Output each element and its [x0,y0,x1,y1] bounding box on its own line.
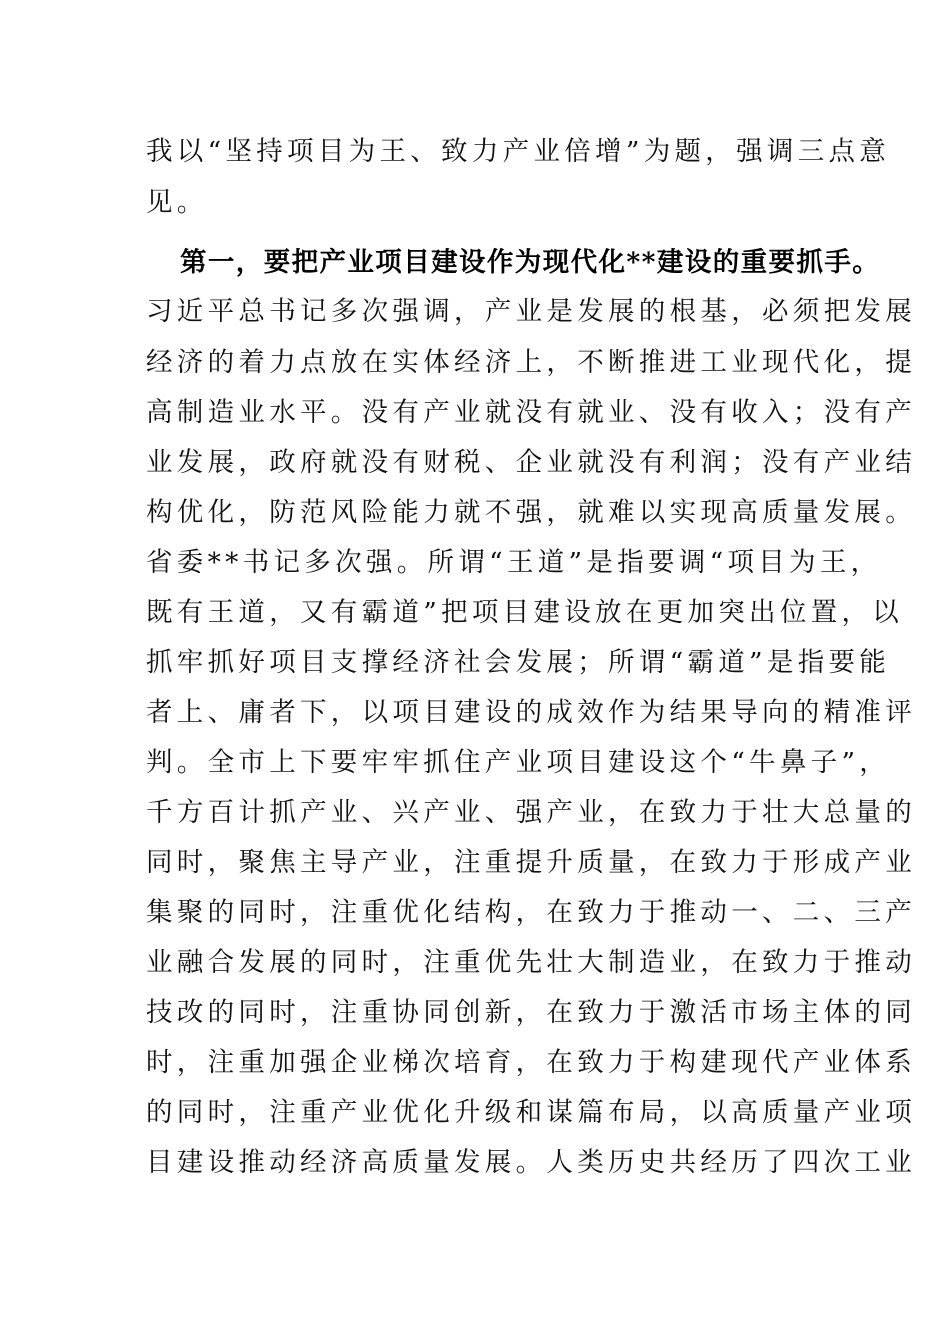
text-line: 习近平总书记多次强调，产业是发展的根基，必须把发展 [146,296,916,327]
text-line: 千方百计抓产业、兴产业、强产业，在致力于壮大总量的 [146,797,916,828]
text-line: 目建设推动经济高质量发展。人类历史共经历了四次工业 [146,1147,916,1178]
text-line: 业发展，政府就没有财税、企业就没有利润；没有产业结 [146,447,916,478]
text-line: 我以“坚持项目为王、致力产业倍增”为题，强调三点意 [146,136,891,167]
text-line: 技改的同时，注重协同创新，在致力于激活市场主体的同 [146,997,916,1028]
text-line: 者上、庸者下，以项目建设的成效作为结果导向的精准评 [146,697,916,728]
text-line: 判。全市上下要牢牢抓住产业项目建设这个“牛鼻子”， [146,747,891,778]
text-line: 业融合发展的同时，注重优先壮大制造业，在致力于推动 [146,947,916,978]
text-line: 经济的着力点放在实体经济上，不断推进工业现代化，提 [146,347,916,378]
text-line: 高制造业水平。没有产业就没有就业、没有收入；没有产 [146,397,916,428]
section-heading: 第一，要把产业项目建设作为现代化**建设的重要抓手。 [180,247,881,278]
text-line: 见。 [146,187,208,218]
text-line: 时，注重加强企业梯次培育，在致力于构建现代产业体系 [146,1047,916,1078]
text-line: 省委**书记多次强。所谓“王道”是指要调“项目为王， [146,547,882,578]
text-line: 同时，聚焦主导产业，注重提升质量，在致力于形成产业 [146,847,916,878]
text-line: 抓牢抓好项目支撑经济社会发展；所谓“霸道”是指要能 [146,647,891,678]
text-line: 既有王道，又有霸道”把项目建设放在更加突出位置，以 [146,597,904,628]
text-line: 集聚的同时，注重优化结构，在致力于推动一、二、三产 [146,897,916,928]
text-line: 的同时，注重产业优化升级和谋篇布局，以高质量产业项 [146,1097,916,1128]
text-line: 构优化，防范风险能力就不强，就难以实现高质量发展。 [146,497,916,528]
